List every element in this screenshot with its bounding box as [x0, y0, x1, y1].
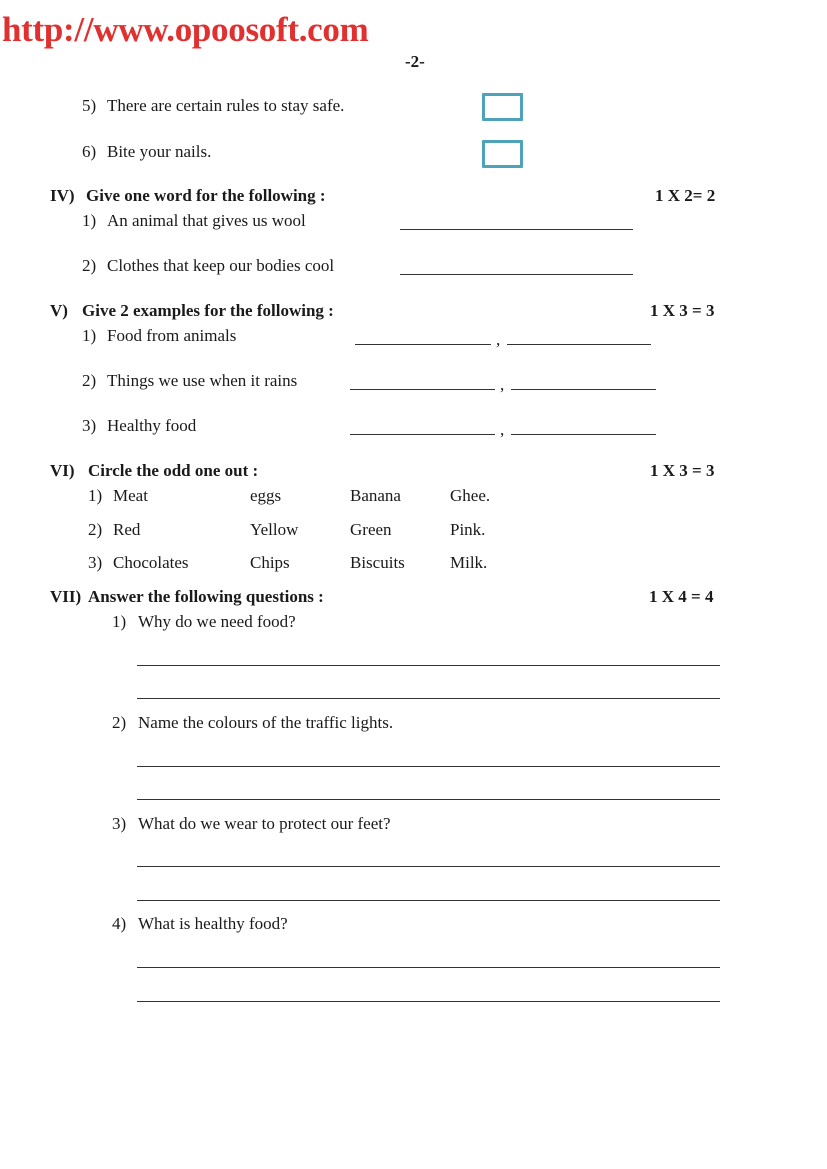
question-text: Things we use when it rains: [107, 371, 298, 390]
answer-box[interactable]: [482, 93, 523, 121]
item-number: 1): [82, 211, 97, 230]
question-text: Healthy food: [107, 416, 197, 435]
section-marks: 1 X 3 = 3: [650, 301, 715, 320]
section-marks: 1 X 2= 2: [655, 186, 716, 205]
option-word[interactable]: Ghee.: [450, 486, 491, 505]
comma-separator: ,: [496, 330, 501, 349]
section-title: Answer the following questions :: [88, 587, 324, 606]
item-number: 2): [112, 713, 127, 732]
answer-line[interactable]: [137, 665, 720, 666]
section-title: Give 2 examples for the following :: [82, 301, 334, 320]
answer-line[interactable]: [137, 900, 720, 901]
option-word[interactable]: eggs: [250, 486, 282, 505]
statement-text: Bite your nails.: [107, 142, 212, 161]
section-roman: IV): [50, 186, 75, 205]
option-word[interactable]: Green: [350, 520, 392, 539]
comma-separator: ,: [500, 375, 505, 394]
option-word[interactable]: Chocolates: [113, 553, 189, 572]
answer-line[interactable]: [137, 766, 720, 767]
statement-text: There are certain rules to stay safe.: [107, 96, 345, 115]
option-word[interactable]: Banana: [350, 486, 401, 505]
answer-line[interactable]: [137, 1001, 720, 1002]
item-number: 1): [82, 326, 97, 345]
option-word[interactable]: Chips: [250, 553, 290, 572]
item-number: 2): [88, 520, 103, 539]
section-marks: 1 X 4 = 4: [649, 587, 714, 606]
option-word[interactable]: Pink.: [450, 520, 486, 539]
answer-line-second[interactable]: [511, 389, 656, 390]
section-roman: VI): [50, 461, 75, 480]
section-title: Give one word for the following :: [86, 186, 326, 205]
option-word[interactable]: Yellow: [250, 520, 299, 539]
question-text: Food from animals: [107, 326, 237, 345]
item-number: 4): [112, 914, 127, 933]
section-roman: V): [50, 301, 68, 320]
answer-line-second[interactable]: [507, 344, 651, 345]
question-text: What is healthy food?: [138, 914, 288, 933]
answer-line[interactable]: [400, 274, 633, 275]
answer-line-first[interactable]: [355, 344, 491, 345]
page-number: -2-: [405, 52, 425, 71]
question-text: An animal that gives us wool: [107, 211, 306, 230]
question-text: Clothes that keep our bodies cool: [107, 256, 335, 275]
answer-line[interactable]: [137, 967, 720, 968]
item-number: 6): [82, 142, 97, 161]
answer-line-first[interactable]: [350, 389, 495, 390]
answer-box[interactable]: [482, 140, 523, 168]
item-number: 1): [88, 486, 103, 505]
option-word[interactable]: Milk.: [450, 553, 488, 572]
option-word[interactable]: Biscuits: [350, 553, 405, 572]
item-number: 2): [82, 371, 97, 390]
section-marks: 1 X 3 = 3: [650, 461, 715, 480]
item-number: 2): [82, 256, 97, 275]
item-number: 3): [82, 416, 97, 435]
question-text: Why do we need food?: [138, 612, 296, 631]
item-number: 5): [82, 96, 97, 115]
answer-line-second[interactable]: [511, 434, 656, 435]
answer-line[interactable]: [400, 229, 633, 230]
comma-separator: ,: [500, 420, 505, 439]
question-text: What do we wear to protect our feet?: [138, 814, 391, 833]
item-number: 3): [112, 814, 127, 833]
option-word[interactable]: Red: [113, 520, 141, 539]
item-number: 1): [112, 612, 127, 631]
answer-line-first[interactable]: [350, 434, 495, 435]
answer-line[interactable]: [137, 799, 720, 800]
answer-line[interactable]: [137, 866, 720, 867]
section-roman: VII): [50, 587, 82, 606]
option-word[interactable]: Meat: [113, 486, 148, 505]
question-text: Name the colours of the traffic lights.: [138, 713, 394, 732]
item-number: 3): [88, 553, 103, 572]
answer-line[interactable]: [137, 698, 720, 699]
section-title: Circle the odd one out :: [88, 461, 259, 480]
watermark-url: http://www.opoosoft.com: [2, 10, 369, 49]
